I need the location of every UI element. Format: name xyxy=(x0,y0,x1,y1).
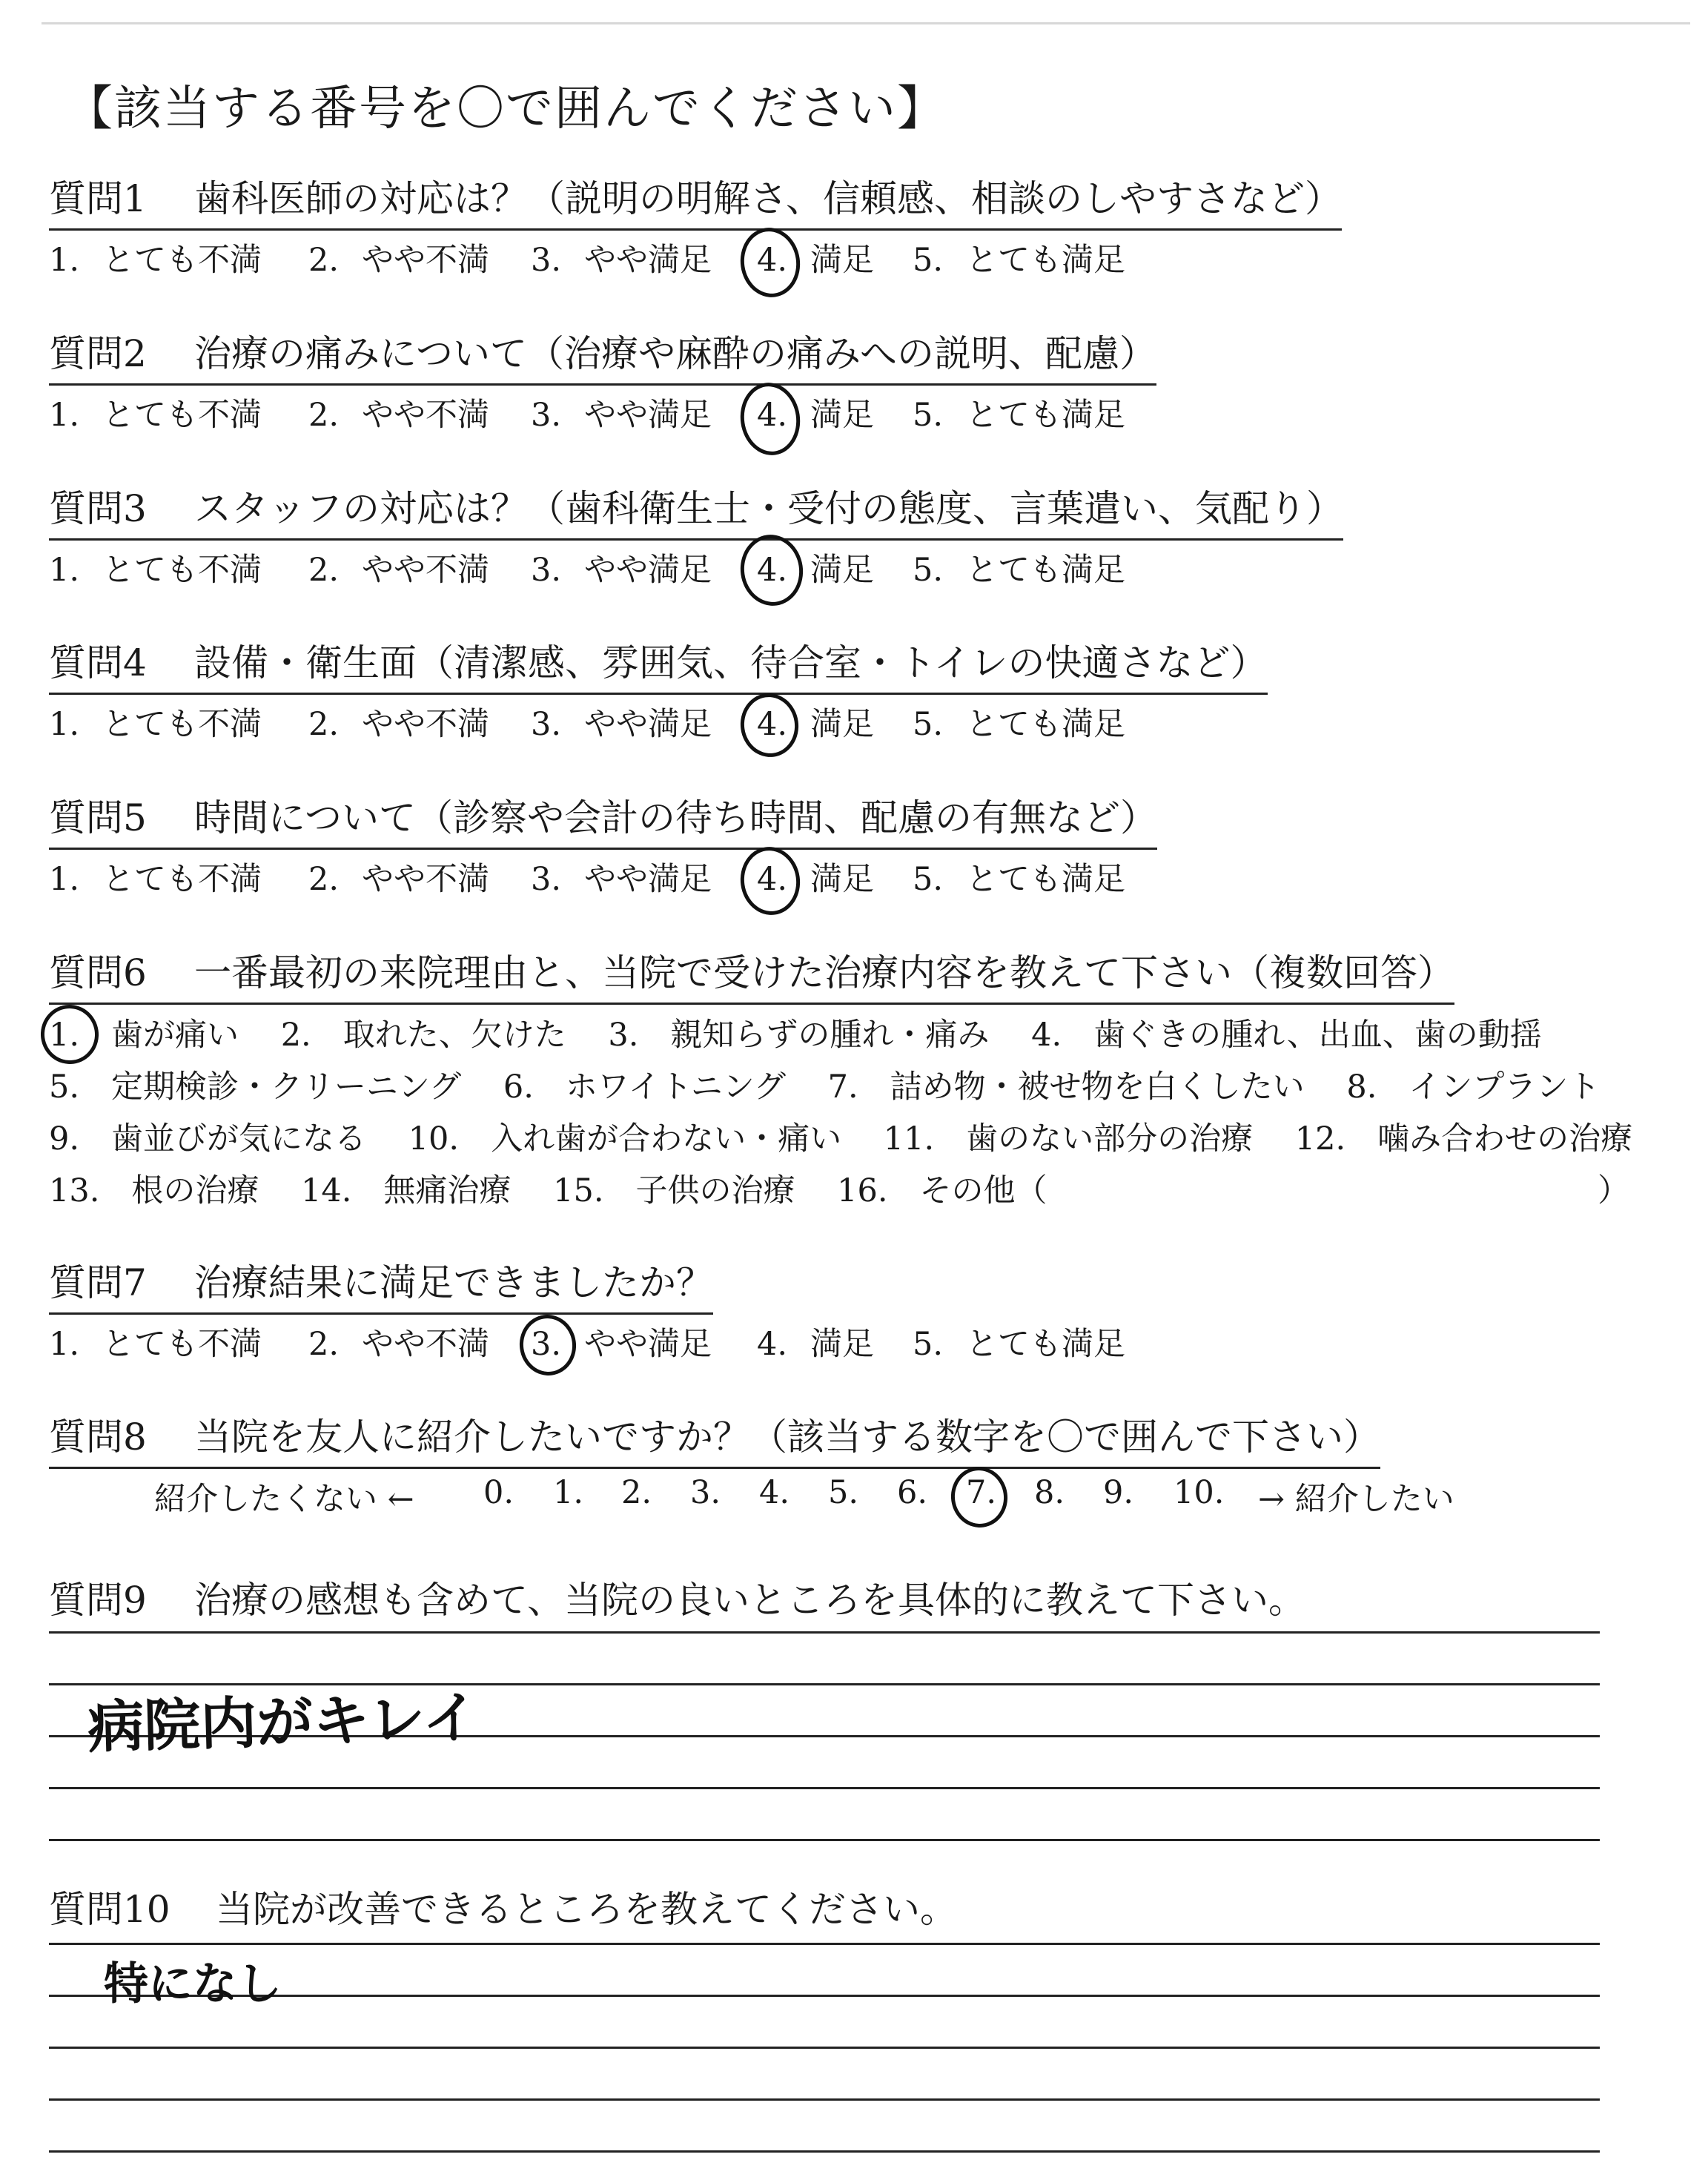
option-number: 3. xyxy=(531,706,562,743)
option-number: 2. xyxy=(308,552,340,589)
option-number: 4. xyxy=(757,1326,788,1363)
option-4[interactable] xyxy=(757,1319,874,1364)
option-label: とても不満 xyxy=(102,1326,262,1363)
option-label: とても不満 xyxy=(102,706,262,743)
option-number: 3. xyxy=(531,552,562,589)
option-label: とても不満 xyxy=(102,861,262,898)
option-number: 3. xyxy=(531,397,562,434)
option-number: 4. xyxy=(757,706,788,743)
question-6 xyxy=(49,951,1454,1005)
option-number: 1. xyxy=(49,242,80,279)
q8-scale-3[interactable]: 3. xyxy=(690,1474,721,1511)
question-5-title xyxy=(49,796,1157,850)
question-3-options xyxy=(49,545,1343,589)
option-number: 2. xyxy=(308,706,340,743)
option-5[interactable] xyxy=(913,854,1125,899)
q8-scale-4[interactable]: 4. xyxy=(759,1474,790,1511)
option-label: 満足 xyxy=(810,397,874,434)
option-label: とても満足 xyxy=(966,242,1125,279)
question-1-text: 歯科医師の対応は？（説明の明解さ、信頼感、相談のしやすさなど） xyxy=(194,177,1342,220)
option-number: 2. xyxy=(308,1326,340,1363)
option-number: 4. xyxy=(757,397,788,434)
question-8-number: 質問8 xyxy=(49,1416,147,1459)
q6-options-line-2[interactable]: 5. 定期検診・クリーニング 6. ホワイトニング 7. 詰め物・被せ物を白くしたい 8. インプラント xyxy=(49,1069,1601,1106)
option-number: 4. xyxy=(757,552,788,589)
option-label: やや満足 xyxy=(584,242,712,279)
option-label: とても不満 xyxy=(102,242,262,279)
option-label: 満足 xyxy=(810,1326,874,1363)
question-7-title xyxy=(49,1261,713,1315)
option-3[interactable] xyxy=(531,699,712,744)
q6-options-line-3[interactable]: 9. 歯並びが気になる 10. 入れ歯が合わない・痛い 11. 歯のない部分の治療 12. 噛み合わせの治療 xyxy=(49,1120,1633,1157)
q8-scale-8[interactable]: 8. xyxy=(1034,1474,1065,1511)
option-label: とても不満 xyxy=(102,397,262,434)
option-label: やや不満 xyxy=(362,861,489,898)
question-2-number: 質問2 xyxy=(49,332,147,375)
option-5[interactable] xyxy=(913,699,1125,744)
option-label: やや不満 xyxy=(362,1326,489,1363)
question-8-title xyxy=(49,1415,1380,1469)
option-number: 1. xyxy=(49,1326,80,1363)
option-label: とても満足 xyxy=(966,552,1125,589)
option-3[interactable] xyxy=(531,854,712,899)
option-2[interactable] xyxy=(308,854,489,899)
q6-other-close: ） xyxy=(1598,1172,1629,1209)
option-label: やや満足 xyxy=(584,1326,712,1363)
option-number: 4. xyxy=(757,861,788,898)
option-label: やや不満 xyxy=(362,397,489,434)
question-2-title xyxy=(49,331,1156,386)
question-10-text: 当院が改善できるところを教えてください。 xyxy=(216,1888,957,1931)
question-2-options xyxy=(49,390,1156,435)
option-5[interactable] xyxy=(913,1319,1125,1364)
option-5[interactable] xyxy=(913,235,1125,280)
answer-line xyxy=(49,2098,1600,2101)
question-3-number: 質問3 xyxy=(49,487,147,530)
option-label: やや満足 xyxy=(584,706,712,743)
option-label: とても満足 xyxy=(966,861,1125,898)
q8-scale-10[interactable]: 10. xyxy=(1174,1474,1225,1511)
form-title: 【該当する番号を〇で囲んでください】 xyxy=(65,82,946,136)
option-number: 1. xyxy=(49,397,80,434)
selection-circle xyxy=(947,1463,1012,1531)
question-9 xyxy=(49,1571,1305,1624)
q8-scale-6[interactable]: 6. xyxy=(897,1474,928,1511)
question-5-options xyxy=(49,854,1157,899)
option-number: 5. xyxy=(913,861,944,898)
question-4-options xyxy=(49,699,1268,744)
option-label: とても満足 xyxy=(966,706,1125,743)
question-7-options xyxy=(49,1319,1125,1364)
option-1[interactable] xyxy=(49,1319,262,1364)
q8-scale-0[interactable]: 0. xyxy=(483,1474,514,1511)
option-label: 満足 xyxy=(810,706,874,743)
option-label: とても満足 xyxy=(966,397,1125,434)
question-6-text: 一番最初の来院理由と、当院で受けた治療内容を教えて下さい（複数回答） xyxy=(194,951,1454,994)
option-number: 5. xyxy=(913,706,944,743)
question-9-text: 治療の感想も含めて、当院の良いところを具体的に教えて下さい。 xyxy=(194,1579,1305,1622)
question-5-number: 質問5 xyxy=(49,796,147,839)
q8-scale-9[interactable]: 9. xyxy=(1103,1474,1134,1511)
question-6-title xyxy=(49,951,1454,1005)
option-label: 満足 xyxy=(810,861,874,898)
option-number: 3. xyxy=(531,242,562,279)
question-10 xyxy=(49,1880,957,1933)
option-1[interactable] xyxy=(49,545,262,590)
option-5[interactable] xyxy=(913,390,1125,435)
selection-circle xyxy=(736,531,808,610)
question-10-title xyxy=(49,1880,957,1933)
question-8-text: 当院を友人に紹介したいですか？（該当する数字を〇で囲んで下さい） xyxy=(194,1416,1380,1459)
option-1[interactable] xyxy=(49,699,262,744)
answer-line xyxy=(49,1943,1600,1945)
question-8 xyxy=(49,1415,1380,1469)
q8-scale-2[interactable]: 2. xyxy=(621,1474,652,1511)
option-1[interactable] xyxy=(49,235,262,280)
answer-line xyxy=(49,1839,1600,1841)
question-9-title xyxy=(49,1571,1305,1624)
question-6-number: 質問6 xyxy=(49,951,147,994)
option-5[interactable] xyxy=(913,545,1125,590)
q8-left-label: 紹介したくない ← xyxy=(154,1481,414,1518)
question-3-title xyxy=(49,486,1343,541)
option-2[interactable] xyxy=(308,545,489,590)
option-1[interactable] xyxy=(49,390,262,435)
question-3-text: スタッフの対応は？（歯科衛生士・受付の態度、言葉遣い、気配り） xyxy=(194,487,1343,530)
option-number: 2. xyxy=(308,397,340,434)
question-2-text: 治療の痛みについて（治療や麻酔の痛みへの説明、配慮） xyxy=(194,332,1156,375)
top-border xyxy=(42,22,1690,24)
option-number: 1. xyxy=(49,706,80,743)
question-4 xyxy=(49,641,1268,744)
question-10-number: 質問10 xyxy=(49,1888,171,1931)
question-2 xyxy=(49,331,1156,435)
option-number: 5. xyxy=(913,397,944,434)
q8-scale-1[interactable]: 1. xyxy=(553,1474,584,1511)
question-4-text: 設備・衛生面（清潔感、雰囲気、待合室・トイレの快適さなど） xyxy=(194,641,1268,684)
q6-options-line-1[interactable]: 1. 歯が痛い 2. 取れた、欠けた 3. 親知らずの腫れ・痛み 4. 歯ぐきの腫れ、出血、歯の動揺 xyxy=(49,1017,1542,1054)
option-2[interactable] xyxy=(308,390,489,435)
option-2[interactable] xyxy=(308,1319,489,1364)
question-5-text: 時間について（診察や会計の待ち時間、配慮の有無など） xyxy=(194,796,1157,839)
option-2[interactable] xyxy=(308,699,489,744)
question-4-number: 質問4 xyxy=(49,641,147,684)
q9-answer-handwriting[interactable]: 病院内がキレイ xyxy=(87,1684,480,1760)
option-label: とても不満 xyxy=(102,552,262,589)
option-1[interactable] xyxy=(49,854,262,899)
question-9-number: 質問9 xyxy=(49,1579,147,1622)
question-1-title xyxy=(49,176,1342,231)
answer-line xyxy=(49,1631,1600,1634)
option-label: やや満足 xyxy=(584,397,712,434)
option-number: 1. xyxy=(49,861,80,898)
answer-line xyxy=(49,2150,1600,2153)
question-7-number: 質問7 xyxy=(49,1261,147,1304)
q8-right-label: → 紹介したい xyxy=(1258,1481,1454,1518)
option-label: 満足 xyxy=(810,242,874,279)
option-number: 4. xyxy=(757,242,788,279)
option-3[interactable] xyxy=(531,235,712,280)
option-number: 2. xyxy=(308,242,340,279)
option-number: 5. xyxy=(913,1326,944,1363)
q8-scale-5[interactable]: 5. xyxy=(828,1474,859,1511)
option-2[interactable] xyxy=(308,235,489,280)
option-label: とても満足 xyxy=(966,1326,1125,1363)
question-3 xyxy=(49,486,1343,589)
option-label: やや不満 xyxy=(362,552,489,589)
option-label: やや不満 xyxy=(362,706,489,743)
question-5 xyxy=(49,796,1157,899)
question-1-options xyxy=(49,235,1342,280)
q10-answer-handwriting[interactable]: 特になし xyxy=(104,1958,282,2010)
option-number: 1. xyxy=(49,552,80,589)
option-number: 5. xyxy=(913,242,944,279)
question-7-text: 治療結果に満足できましたか？ xyxy=(194,1261,713,1304)
option-3[interactable] xyxy=(531,390,712,435)
question-7 xyxy=(49,1261,1125,1364)
question-1-number: 質問1 xyxy=(49,177,147,220)
question-1 xyxy=(49,176,1342,280)
option-number: 3. xyxy=(531,1326,562,1363)
option-label: やや不満 xyxy=(362,242,489,279)
option-label: やや満足 xyxy=(584,552,712,589)
q8-scale-7[interactable]: 7. xyxy=(966,1474,997,1511)
option-number: 2. xyxy=(308,861,340,898)
q6-options-line-4[interactable]: 13. 根の治療 14. 無痛治療 15. 子供の治療 16. その他（ xyxy=(49,1172,1047,1209)
answer-line xyxy=(49,2047,1600,2049)
option-number: 3. xyxy=(531,861,562,898)
option-label: やや満足 xyxy=(584,861,712,898)
option-label: 満足 xyxy=(810,552,874,589)
option-3[interactable] xyxy=(531,545,712,590)
option-number: 5. xyxy=(913,552,944,589)
question-4-title xyxy=(49,641,1268,695)
answer-line xyxy=(49,1787,1600,1789)
